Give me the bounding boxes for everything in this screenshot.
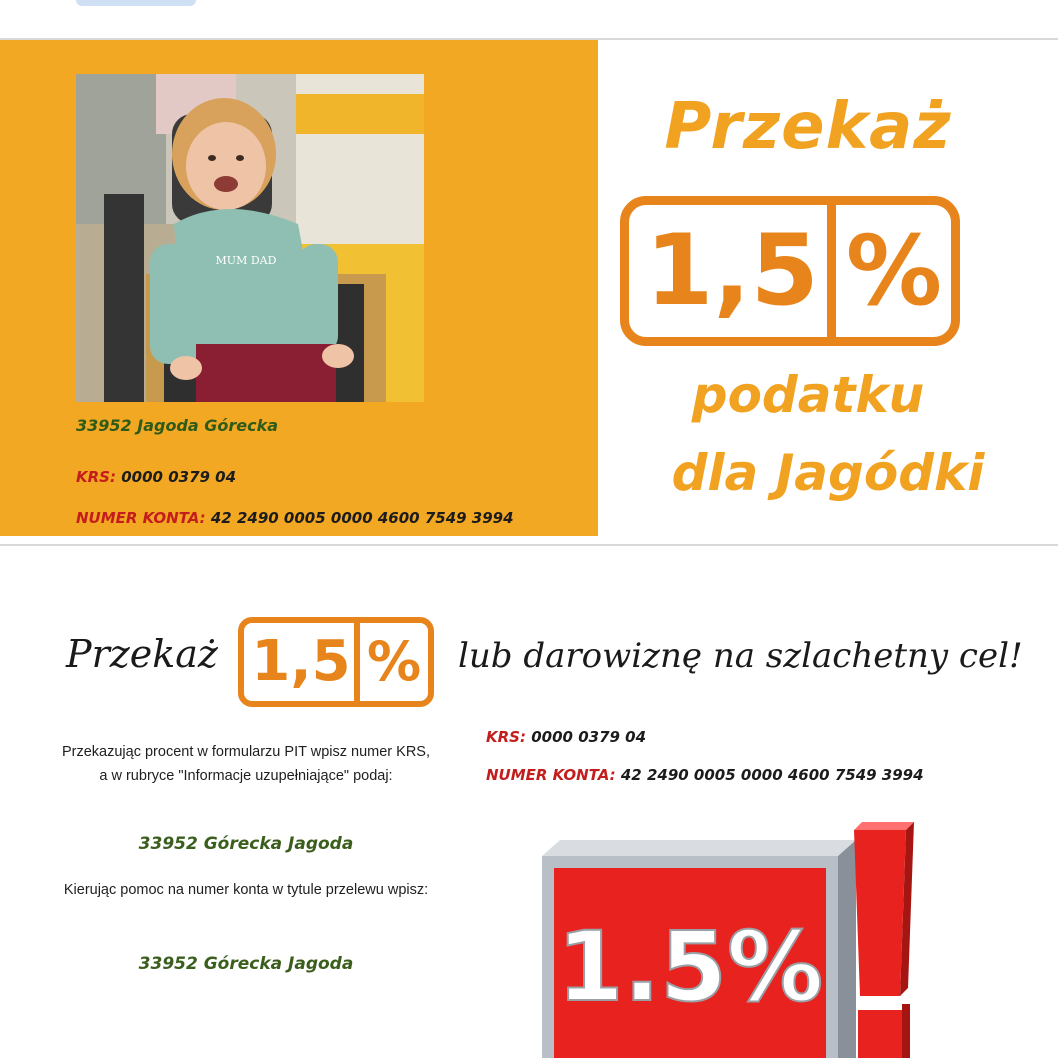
lower-account-line <box>486 766 924 784</box>
account-line <box>76 509 514 527</box>
account-label: NUMER KONTA: <box>76 509 206 527</box>
small-box-divider <box>354 617 360 707</box>
lower-krs-label: KRS: <box>486 728 526 746</box>
shirt-print-text: MUM DAD <box>215 254 277 267</box>
percent-box <box>620 196 960 346</box>
fundraiser-banner <box>0 40 1058 536</box>
small-percent-sign: % <box>366 630 422 693</box>
middle-divider <box>0 544 1058 546</box>
script-przekaz: Przekaż <box>66 632 218 676</box>
tax-line: podatku <box>691 366 925 424</box>
pit-name: 33952 Górecka Jagoda <box>138 834 354 854</box>
lower-krs-line <box>486 728 646 746</box>
krs-label: KRS: <box>76 468 116 486</box>
script-tagline: lub darowiznę na szlachetny cel! <box>458 636 1023 676</box>
pit-instruction: Przekazując procent w formularzu PIT wpisz numer KRS, a w rubryce "Informacje uzupełniające" podaj: <box>61 744 430 784</box>
for-line: dla Jagódki <box>671 444 985 502</box>
percent-sign-graphic <box>538 820 918 1058</box>
child-photo <box>76 74 424 402</box>
percent-sign: % <box>845 215 943 327</box>
transfer-name: 33952 Górecka Jagoda <box>138 954 354 974</box>
percent-box-divider <box>827 196 836 346</box>
percent-number: 1,5 <box>645 214 819 328</box>
account-value: 42 2490 0005 0000 4600 7549 3994 <box>210 509 514 527</box>
lower-account-label: NUMER KONTA: <box>486 766 616 784</box>
krs-value: 0000 0379 04 <box>121 468 237 486</box>
top-edge-fragment <box>76 0 196 6</box>
sign-text: 1.5% <box>556 911 824 1023</box>
lower-krs-value: 0000 0379 04 <box>531 728 647 746</box>
transfer-instruction: Kierując pomoc na numer konta w tytule przelewu wpisz: <box>63 882 429 898</box>
krs-line <box>76 468 236 486</box>
small-percent-number: 1,5 <box>251 629 351 694</box>
child-name: 33952 Jagoda Górecka <box>76 416 279 435</box>
banner-left-panel <box>0 40 598 536</box>
small-percent-box <box>238 617 434 707</box>
banner-right-panel <box>598 40 1058 536</box>
headline-przekaz: Przekaż <box>664 90 952 164</box>
lower-account-value: 42 2490 0005 0000 4600 7549 3994 <box>620 766 924 784</box>
